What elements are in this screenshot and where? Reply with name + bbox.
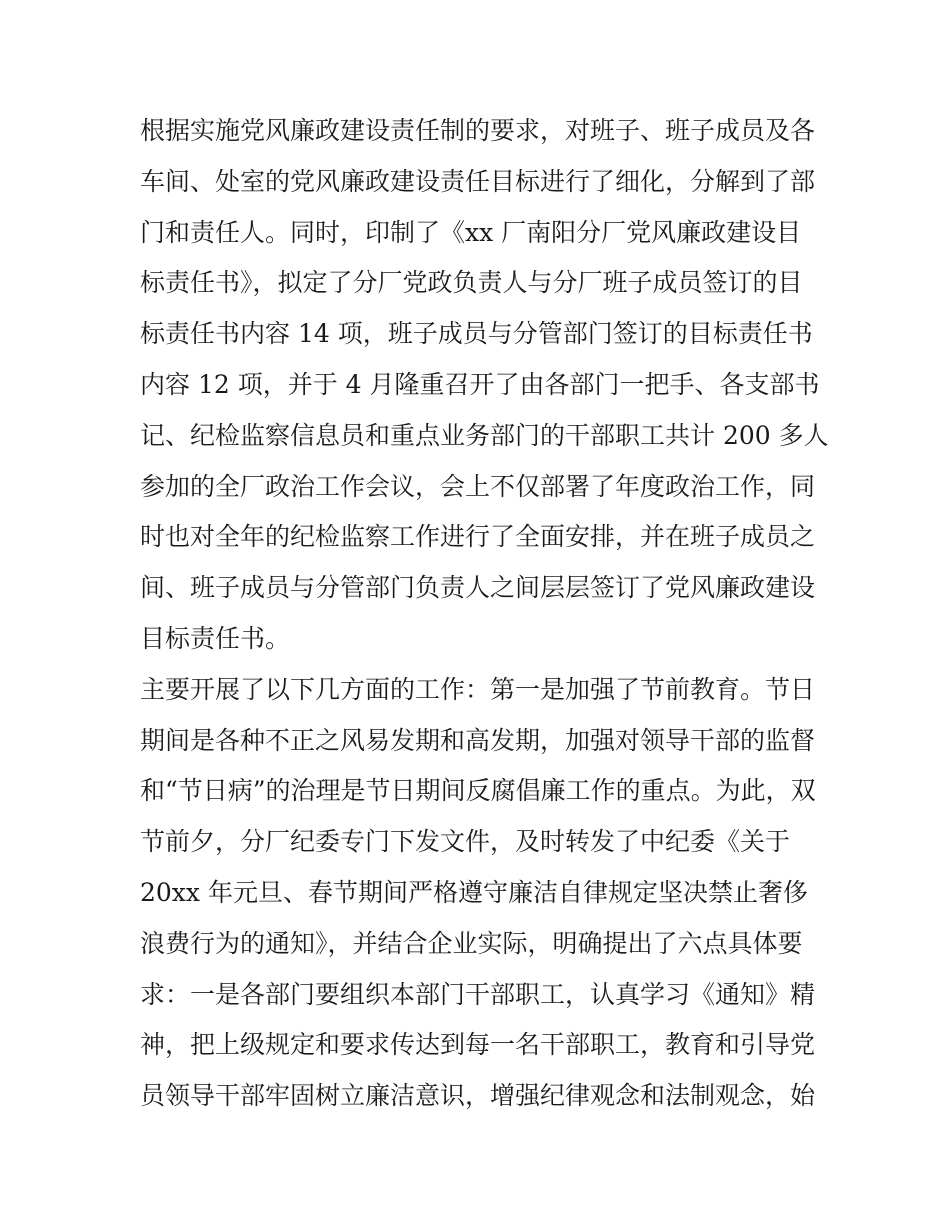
text-line: 车间、处室的党风廉政建设责任目标进行了细化，分解到了部: [140, 166, 816, 196]
text-line: 节前夕，分厂纪委专门下发文件，及时转发了中纪委《关于: [140, 827, 791, 857]
text-line: 内容 12 项，并于 4 月隆重召开了由各部门一把手、各支部书: [140, 369, 820, 399]
document-body: [140, 106, 829, 1122]
text-line: 浪费行为的通知》，并结合企业实际，明确提出了六点具体要: [140, 928, 803, 958]
text-line: 标责任书内容 14 项，班子成员与分管部门签订的目标责任书: [140, 319, 813, 349]
text-line: 门和责任人。同时，印制了《xx 厂南阳分厂党风廉政建设目: [140, 217, 802, 247]
text-line: 目标责任书。: [140, 623, 291, 653]
text-line: 期间是各种不正之风易发期和高发期，加强对领导干部的监督: [140, 725, 816, 755]
text-line: 时也对全年的纪检监察工作进行了全面安排，并在班子成员之: [140, 522, 816, 552]
text-line: 参加的全厂政治工作会议，会上不仅部署了年度政治工作，同: [140, 471, 816, 501]
text-line: 间、班子成员与分管部门负责人之间层层签订了党风廉政建设: [140, 573, 816, 603]
text-line: 求：一是各部门要组织本部门干部职工，认真学习《通知》精: [140, 979, 816, 1009]
text-line: 记、纪检监察信息员和重点业务部门的干部职工共计 200 多人: [140, 420, 829, 450]
text-line: 和“节日病”的治理是节日期间反腐倡廉工作的重点。为此，双: [140, 776, 816, 806]
text-line: 神，把上级规定和要求传达到每一名干部职工，教育和引导党: [140, 1030, 816, 1060]
text-line: 员领导干部牢固树立廉洁意识，增强纪律观念和法制观念，始: [140, 1081, 816, 1111]
text-line: 标责任书》，拟定了分厂党政负责人与分厂班子成员签订的目: [140, 268, 803, 298]
text-line: 主要开展了以下几方面的工作：第一是加强了节前教育。节日: [140, 674, 816, 704]
text-line: 20xx 年元旦、春节期间严格遵守廉洁自律规定坚决禁止奢侈: [140, 877, 808, 907]
text-line: 根据实施党风廉政建设责任制的要求，对班子、班子成员及各: [140, 116, 816, 145]
